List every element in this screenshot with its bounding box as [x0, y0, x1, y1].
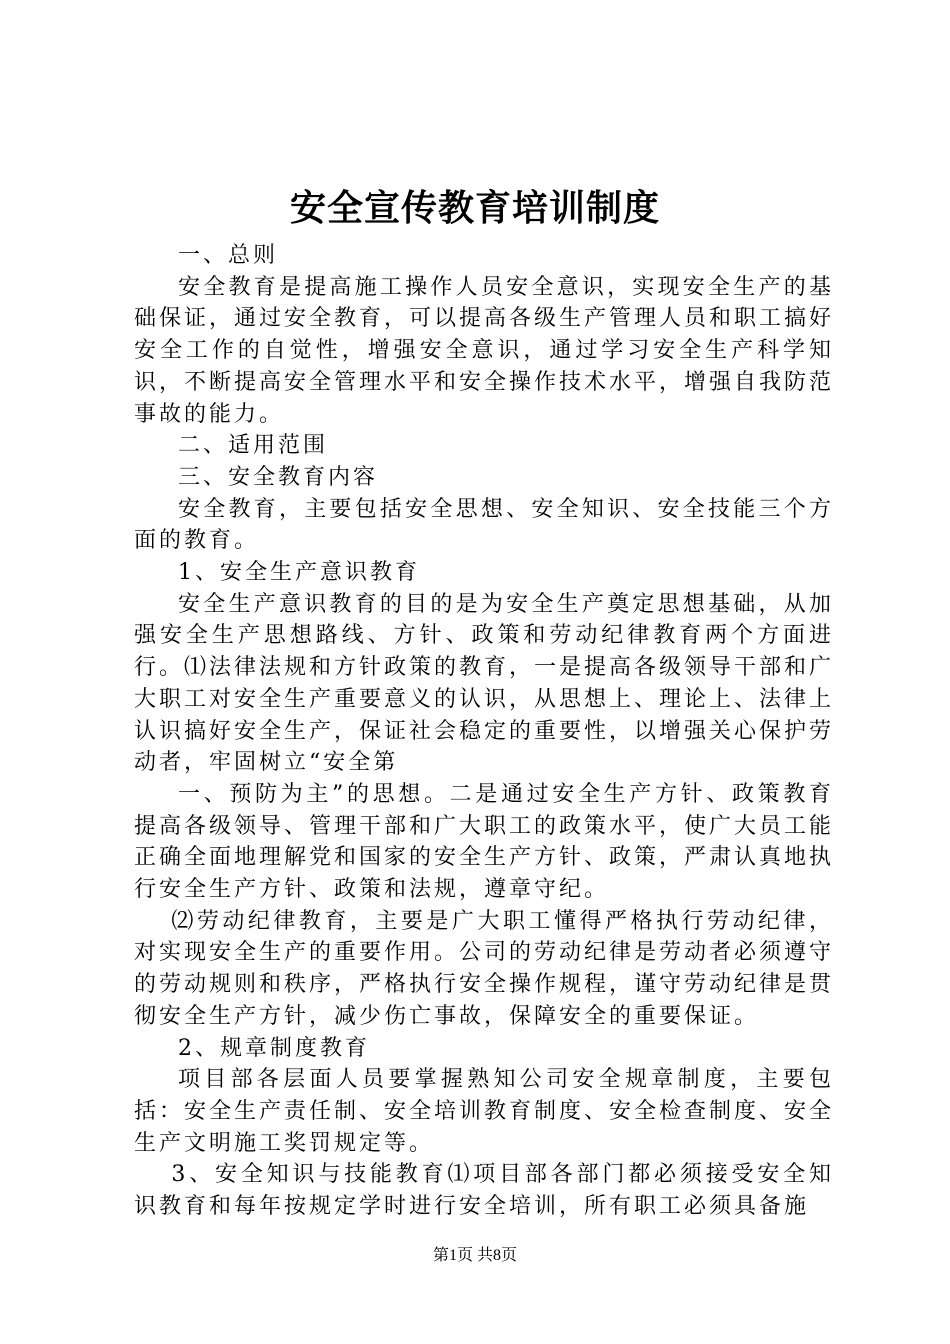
section-heading-general: 一、总则 [178, 243, 279, 268]
subheading-rules: 2、规章制度教育 [178, 1035, 370, 1061]
paragraph-general: 安全教育是提高施工操作人员安全意识，实现安全生产的基础保证，通过安全教育，可以提高各级生产管理人员和职工搞好安全工作的自觉性，增强安全意识，通过学习安全生产科学知识，不断提高安全管理水平和安全操作技术水平，增强自我防范事故的能力。 [134, 274, 835, 427]
paragraph-rules: 项目部各层面人员要掌握熟知公司安全规章制度，主要包括：安全生产责任制、安全培训教育制度、安全检查制度、安全生产文明施工奖罚规定等。 [134, 1067, 835, 1156]
paragraph-discipline: ⑵劳动纪律教育，主要是广大职工懂得严格执行劳动纪律，对实现安全生产的重要作用。公司的劳动纪律是劳动者必须遵守的劳动规则和秩序，严格执行安全操作规程，谨守劳动纪律是贯彻安全生产方针，减少伤亡事故，保障安全的重要保证。 [134, 908, 835, 1029]
paragraph-content-intro: 安全教育，主要包括安全思想、安全知识、安全技能三个方面的教育。 [134, 496, 834, 554]
document-body [134, 240, 834, 1223]
page-number-footer: 第1页 共8页 [432, 1247, 517, 1264]
section-heading-scope: 二、适用范围 [178, 433, 329, 459]
paragraph-skills: 3、安全知识与技能教育⑴项目部各部门都必须接受安全知识教育和每年按规定学时进行安全培训，所有职工必须具备施 [134, 1162, 834, 1220]
document-title: 安全宣传教育培训制度 [289, 187, 660, 229]
paragraph-awareness: 安全生产意识教育的目的是为安全生产奠定思想基础，从加强安全生产思想路线、方针、政策和劳动纪律教育两个方面进行。⑴法律法规和方针政策的教育，一是提高各级领导干部和广大职工对安全生产重要意义的认识，从思想上、理论上、法律上认识搞好安全生产，保证社会稳定的重要性，以增强关心保护劳动者，牢固树立“安全第 [134, 591, 835, 776]
paragraph-policy: 一、预防为主”的思想。二是通过安全生产方针、政策教育提高各级领导、管理干部和广大职工的政策水平，使广大员工能正确全面地理解党和国家的安全生产方针、政策，严肃认真地执行安全生产方针、政策和法规，遵章守纪。 [134, 781, 835, 903]
subheading-awareness: 1、安全生产意识教育 [178, 560, 420, 586]
section-heading-content: 三、安全教育内容 [178, 464, 379, 490]
